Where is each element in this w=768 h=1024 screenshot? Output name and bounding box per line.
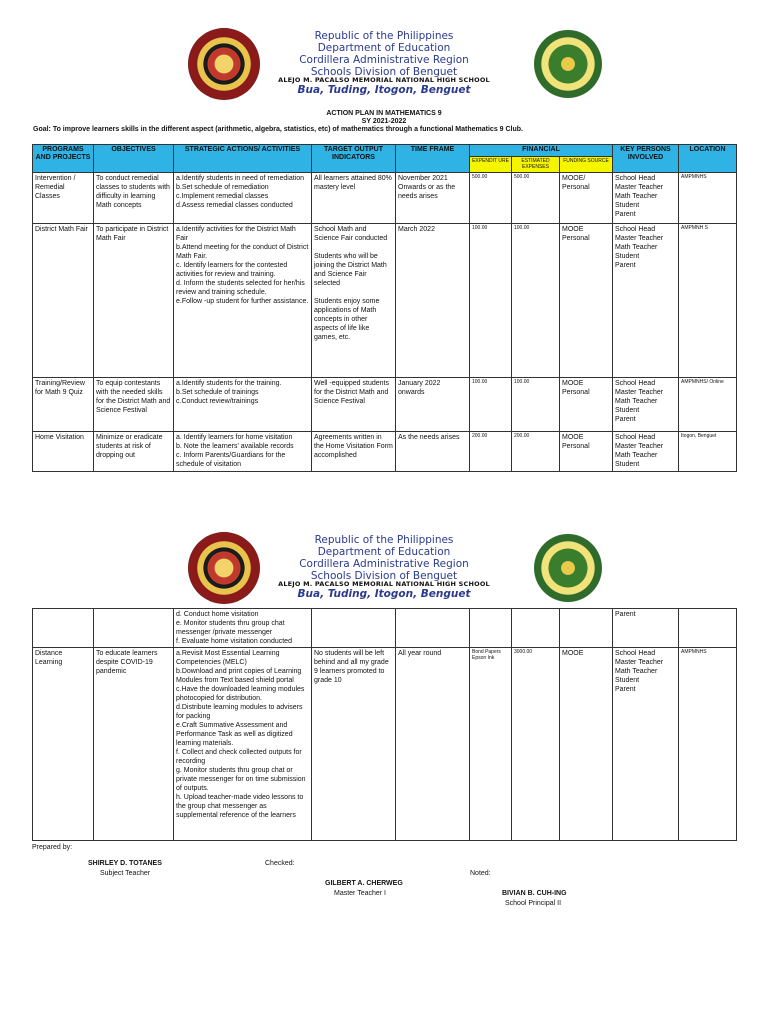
cell-program: Home Visitation: [33, 432, 94, 472]
header-expenditure: EXPENDIT URE: [470, 157, 512, 173]
cell-keypersons: School Head Master Teacher Math Teacher Student: [613, 432, 679, 472]
cell-objective: To participate in District Math Fair: [94, 224, 174, 378]
cell-estimated: 100.00: [512, 224, 560, 378]
cell-actions: a.Identify students for the training. b.Set schedule of trainings c.Conduct review/trainings: [174, 378, 312, 432]
prepared-role: Subject Teacher: [100, 870, 151, 877]
noted-label: Noted:: [470, 870, 491, 877]
cell-keypersons: Parent: [613, 609, 679, 648]
header-republic: Republic of the Philippines: [314, 30, 454, 42]
cell-program: Distance Learning: [33, 648, 94, 841]
cell-location: AMPMNHS/ Online: [679, 378, 737, 432]
cell-expenditure: Bond Papers Epson Ink: [470, 648, 512, 841]
cell-target: All learners attained 80% mastery level: [312, 173, 396, 224]
cell-location: AMPMNHS: [679, 173, 737, 224]
action-plan-table: [32, 144, 737, 472]
header-division: Schools Division of Benguet: [310, 66, 458, 78]
cell-actions: a. Identify learners for home visitation b. Note the learners' available records c. Inform Parents/Guardians for the schedule of visitation: [174, 432, 312, 472]
header-objectives: OBJECTIVES: [94, 145, 174, 173]
noted-name: BIVIAN B. CUH-ING: [502, 890, 567, 897]
cell-timeframe: [396, 609, 470, 648]
cell-estimated: [512, 609, 560, 648]
cell-objective: [94, 609, 174, 648]
cell-actions: d. Conduct home visitation e. Monitor students thru group chat messenger /private messenger f. Evaluate home visitation conducted: [174, 609, 312, 648]
cell-timeframe: March 2022: [396, 224, 470, 378]
header-region: Cordillera Administrative Region: [299, 54, 469, 66]
cell-keypersons: School Head Master Teacher Math Teacher Student Parent: [613, 173, 679, 224]
cell-program: Intervention / Remedial Classes: [33, 173, 94, 224]
header-region: Cordillera Administrative Region: [299, 558, 469, 570]
header-financial: FINANCIAL: [470, 145, 613, 157]
cell-estimated: 500.00: [512, 173, 560, 224]
header-school: ALEJO M. PACALSO MEMORIAL NATIONAL HIGH SCHOOL: [278, 76, 490, 84]
cell-program: Training/Review for Math 9 Quiz: [33, 378, 94, 432]
header-programs: PROGRAMS AND PROJECTS: [33, 145, 94, 173]
cell-location: Itogon, Benguet: [679, 432, 737, 472]
cell-timeframe: As the needs arises: [396, 432, 470, 472]
cell-timeframe: January 2022 onwards: [396, 378, 470, 432]
header-estimated: ESTIMATED EXPENSES: [512, 157, 560, 173]
cell-location: AMPMNH S: [679, 224, 737, 378]
cell-estimated: 3000.00: [512, 648, 560, 841]
cell-expenditure: 100.00: [470, 224, 512, 378]
header-republic: Republic of the Philippines: [314, 534, 454, 546]
doc-title: ACTION PLAN IN MATHEMATICS 9: [326, 110, 442, 117]
header-department: Department of Education: [317, 546, 451, 558]
cell-program: District Math Fair: [33, 224, 94, 378]
header-keypersons: KEY PERSONS INVOLVED: [613, 145, 679, 173]
header-division: Schools Division of Benguet: [310, 570, 458, 582]
table-row: [33, 648, 737, 841]
cell-funding: MOOE Personal: [560, 224, 613, 378]
cell-funding: [560, 609, 613, 648]
prepared-name: SHIRLEY D. TOTANES: [88, 860, 162, 867]
cell-actions: a.Identify activities for the District Math Fair b.Attend meeting for the conduct of District Math Fair. c. Identify learners for the contested activities for review and training. d. Inform the students selected for her/his review and training schedule. e.Follow -up student for further assistance.: [174, 224, 312, 378]
cell-expenditure: [470, 609, 512, 648]
cell-timeframe: All year round: [396, 648, 470, 841]
checked-label: Checked:: [265, 860, 295, 867]
cell-actions: a.Identify students in need of remediation b.Set schedule of remediation c.Implement remedial classes d.Assess remedial classes conducted: [174, 173, 312, 224]
header-funding: FUNDING SOURCE: [560, 157, 613, 173]
cell-funding: MOOE Personal: [560, 378, 613, 432]
header-strategic: STRATEGIC ACTIONS/ ACTIVITIES: [174, 145, 312, 173]
doc-school-year: SY 2021-2022: [361, 118, 407, 125]
cell-objective: Minimize or eradicate students at risk of dropping out: [94, 432, 174, 472]
cell-estimated: 100.00: [512, 378, 560, 432]
cell-timeframe: November 2021 Onwards or as the needs arises: [396, 173, 470, 224]
doc-goal: Goal: To improve learners skills in the different aspect (arithmetic, algebra, statistics, etc) of mathematics through a functional Mathematics 9 Club.: [33, 126, 523, 133]
action-plan-table-continued: [32, 608, 737, 841]
table-row: [33, 609, 737, 648]
cell-expenditure: 200.00: [470, 432, 512, 472]
noted-role: School Principal II: [505, 900, 562, 907]
cell-funding: MOOE: [560, 648, 613, 841]
cell-location: [679, 609, 737, 648]
cell-actions: a.Revisit Most Essential Learning Competencies (MELC) b.Download and print copies of Learning Modules from Text based shield portal c.Have the downloaded learning modules photocopied for distribution. d.Distribute learning modules to advisers for packing e.Craft Summative Assessment and Performance Task as well as digitized learning materials. f. Collect and check collected outputs for recording g. Monitor students thru group chat or private messenger for on time submission of outputs. h. Upload teacher-made video lessons to the group chat messenger as supplemental reference of the learners: [174, 648, 312, 841]
cell-expenditure: 100.00: [470, 378, 512, 432]
cell-keypersons: School Head Master Teacher Math Teacher Student Parent: [613, 224, 679, 378]
header-target: TARGET OUTPUT INDICATORS: [312, 145, 396, 173]
cell-location: AMPMNHS: [679, 648, 737, 841]
cell-estimated: 200.00: [512, 432, 560, 472]
cell-keypersons: School Head Master Teacher Math Teacher Student Parent: [613, 378, 679, 432]
cell-target: School Math and Science Fair conducted Students who will be joining the District Math and Science Fair selected Students enjoy some applications of Math concepts in other aspects of life like games, etc.: [312, 224, 396, 378]
cell-objective: To educate learners despite COVID-19 pandemic: [94, 648, 174, 841]
header-department: Department of Education: [317, 42, 451, 54]
cell-funding: MOOE Personal: [560, 432, 613, 472]
cell-target: [312, 609, 396, 648]
cell-keypersons: School Head Master Teacher Math Teacher Student Parent: [613, 648, 679, 841]
header-timeframe: TIME FRAME: [396, 145, 470, 173]
header-address: Bua, Tuding, Itogon, Benguet: [297, 588, 471, 600]
cell-expenditure: 500.00: [470, 173, 512, 224]
cell-target: Well -equipped students for the District Math and Science Festival: [312, 378, 396, 432]
checked-role: Master Teacher I: [334, 890, 387, 897]
header-school: ALEJO M. PACALSO MEMORIAL NATIONAL HIGH SCHOOL: [278, 580, 490, 588]
cell-target: No students will be left behind and all my grade 9 learners promoted to grade 10: [312, 648, 396, 841]
letterhead-page1: [0, 26, 768, 122]
cell-funding: MOOE/ Personal: [560, 173, 613, 224]
table-row: [33, 173, 737, 224]
checked-name: GILBERT A. CHERWEG: [325, 880, 403, 887]
table-row: [33, 378, 737, 432]
cell-objective: To conduct remedial classes to students with difficulty in learning Math concepts: [94, 173, 174, 224]
table-row: [33, 432, 737, 472]
table-row: [33, 224, 737, 378]
header-location: LOCATION: [679, 145, 737, 173]
prepared-label: Prepared by:: [32, 844, 73, 851]
cell-objective: To equip contestants with the needed skills for the District Math and Science Festival: [94, 378, 174, 432]
cell-program: [33, 609, 94, 648]
cell-target: Agreements written in the Home Visitation Form accomplished: [312, 432, 396, 472]
header-address: Bua, Tuding, Itogon, Benguet: [297, 84, 471, 96]
